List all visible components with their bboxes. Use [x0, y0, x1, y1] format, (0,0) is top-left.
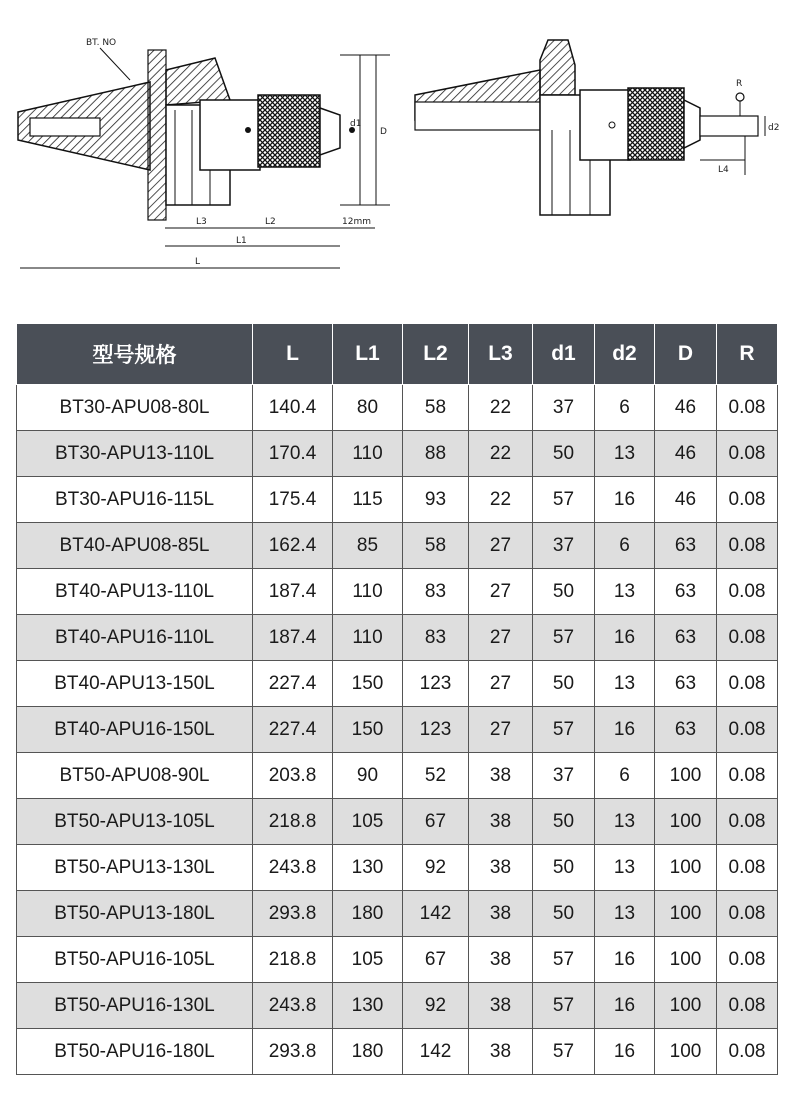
table-cell: 123 — [403, 707, 469, 753]
table-cell: 16 — [595, 1029, 655, 1075]
table-cell: 142 — [403, 1029, 469, 1075]
table-cell: BT40-APU13-150L — [17, 661, 253, 707]
table-cell: 170.4 — [253, 431, 333, 477]
table-cell: 110 — [333, 569, 403, 615]
table-cell: 100 — [655, 753, 717, 799]
table-cell: 100 — [655, 1029, 717, 1075]
table-cell: 6 — [595, 523, 655, 569]
right-flange — [540, 40, 575, 95]
table-cell: BT30-APU16-115L — [17, 477, 253, 523]
table-cell: BT50-APU13-180L — [17, 891, 253, 937]
table-cell: 57 — [533, 615, 595, 661]
table-cell: 46 — [655, 385, 717, 431]
table-cell: BT50-APU13-130L — [17, 845, 253, 891]
table-cell: 37 — [533, 753, 595, 799]
table-cell: 16 — [595, 937, 655, 983]
table-cell: BT40-APU16-110L — [17, 615, 253, 661]
technical-drawing — [0, 0, 790, 300]
table-cell: 16 — [595, 983, 655, 1029]
table-row — [17, 937, 778, 983]
table-cell: 218.8 — [253, 799, 333, 845]
table-cell: 243.8 — [253, 983, 333, 1029]
table-cell: 83 — [403, 615, 469, 661]
table-cell: 0.08 — [717, 661, 778, 707]
table-cell: 0.08 — [717, 891, 778, 937]
table-cell: 150 — [333, 661, 403, 707]
right-drill-bit — [700, 116, 758, 136]
table-cell: 0.08 — [717, 983, 778, 1029]
left-knurled-sleeve — [258, 95, 320, 167]
table-cell: 57 — [533, 983, 595, 1029]
header-l: L — [253, 324, 333, 385]
table-row — [17, 431, 778, 477]
left-spindle-wall — [148, 50, 166, 220]
table-cell: 46 — [655, 431, 717, 477]
table-cell: 16 — [595, 615, 655, 661]
table-cell: 92 — [403, 983, 469, 1029]
table-cell: 50 — [533, 661, 595, 707]
table-cell: 50 — [533, 431, 595, 477]
table-cell: 22 — [469, 431, 533, 477]
table-cell: 0.08 — [717, 753, 778, 799]
table-cell: 13 — [595, 431, 655, 477]
table-cell: BT50-APU16-180L — [17, 1029, 253, 1075]
table-cell: 52 — [403, 753, 469, 799]
table-cell: 150 — [333, 707, 403, 753]
left-flange — [166, 58, 230, 105]
table-cell: 0.08 — [717, 937, 778, 983]
label-l: L — [195, 257, 201, 267]
table-cell: 27 — [469, 615, 533, 661]
table-cell: 293.8 — [253, 891, 333, 937]
table-cell: 50 — [533, 845, 595, 891]
table-cell: BT40-APU16-150L — [17, 707, 253, 753]
table-cell: 80 — [333, 385, 403, 431]
right-knurled-sleeve — [628, 88, 684, 160]
table-cell: 38 — [469, 1029, 533, 1075]
left-holder-drawing — [18, 38, 390, 268]
right-chuck-body — [580, 90, 630, 160]
header-r: R — [717, 324, 778, 385]
spec-table — [16, 323, 778, 1075]
table-cell: 38 — [469, 799, 533, 845]
table-cell: 92 — [403, 845, 469, 891]
table-cell: 63 — [655, 661, 717, 707]
table-cell: 218.8 — [253, 937, 333, 983]
table-cell: 85 — [333, 523, 403, 569]
table-cell: 63 — [655, 615, 717, 661]
table-cell: 57 — [533, 477, 595, 523]
table-cell: 100 — [655, 799, 717, 845]
table-cell: 0.08 — [717, 845, 778, 891]
table-cell: 115 — [333, 477, 403, 523]
table-row — [17, 477, 778, 523]
table-cell: 63 — [655, 707, 717, 753]
table-cell: 50 — [533, 569, 595, 615]
table-cell: 227.4 — [253, 707, 333, 753]
table-cell: 50 — [533, 891, 595, 937]
table-cell: 0.08 — [717, 615, 778, 661]
right-holder-drawing — [415, 40, 779, 215]
table-cell: 46 — [655, 477, 717, 523]
table-cell: 105 — [333, 799, 403, 845]
table-cell: 293.8 — [253, 1029, 333, 1075]
left-chuck-nose — [320, 108, 340, 155]
table-cell: BT30-APU08-80L — [17, 385, 253, 431]
table-row — [17, 1029, 778, 1075]
table-cell: BT50-APU08-90L — [17, 753, 253, 799]
table-cell: 88 — [403, 431, 469, 477]
table-row — [17, 891, 778, 937]
label-12mm: 12mm — [342, 217, 371, 227]
table-cell: 63 — [655, 569, 717, 615]
table-cell: 67 — [403, 937, 469, 983]
table-cell: 13 — [595, 569, 655, 615]
table-row — [17, 707, 778, 753]
table-cell: 180 — [333, 891, 403, 937]
table-cell: 13 — [595, 661, 655, 707]
table-cell: 0.08 — [717, 799, 778, 845]
table-cell: BT50-APU16-105L — [17, 937, 253, 983]
table-cell: 123 — [403, 661, 469, 707]
table-cell: 187.4 — [253, 569, 333, 615]
table-row — [17, 523, 778, 569]
table-cell: BT50-APU13-105L — [17, 799, 253, 845]
table-cell: 105 — [333, 937, 403, 983]
table-cell: 100 — [655, 845, 717, 891]
table-row — [17, 799, 778, 845]
label-d1: d1 — [350, 119, 362, 129]
table-cell: 57 — [533, 1029, 595, 1075]
header-l3: L3 — [469, 324, 533, 385]
left-chuck-body — [200, 100, 260, 170]
table-row — [17, 983, 778, 1029]
table-cell: 37 — [533, 385, 595, 431]
right-chuck-nose — [684, 100, 700, 148]
table-cell: 37 — [533, 523, 595, 569]
table-cell: BT50-APU16-130L — [17, 983, 253, 1029]
label-bt-no: BT. NO — [86, 38, 117, 48]
table-cell: BT30-APU13-110L — [17, 431, 253, 477]
table-row — [17, 615, 778, 661]
table-cell: 16 — [595, 707, 655, 753]
table-cell: 187.4 — [253, 615, 333, 661]
header-l2: L2 — [403, 324, 469, 385]
table-cell: 27 — [469, 707, 533, 753]
table-cell: 38 — [469, 845, 533, 891]
header-l1: L1 — [333, 324, 403, 385]
table-cell: 100 — [655, 937, 717, 983]
table-row — [17, 569, 778, 615]
table-cell: 16 — [595, 477, 655, 523]
table-row — [17, 661, 778, 707]
label-l3: L3 — [196, 217, 207, 227]
table-cell: 0.08 — [717, 707, 778, 753]
table-row — [17, 753, 778, 799]
table-cell: 130 — [333, 983, 403, 1029]
table-cell: BT40-APU13-110L — [17, 569, 253, 615]
table-cell: 0.08 — [717, 385, 778, 431]
table-cell: 90 — [333, 753, 403, 799]
header-big-d: D — [655, 324, 717, 385]
table-cell: 50 — [533, 799, 595, 845]
table-cell: 27 — [469, 523, 533, 569]
table-cell: 0.08 — [717, 523, 778, 569]
table-cell: 22 — [469, 385, 533, 431]
table-cell: 0.08 — [717, 431, 778, 477]
header-model: 型号规格 — [17, 324, 253, 385]
label-d: D — [380, 127, 387, 137]
table-cell: 0.08 — [717, 569, 778, 615]
table-cell: 57 — [533, 937, 595, 983]
table-row — [17, 385, 778, 431]
table-cell: 203.8 — [253, 753, 333, 799]
table-cell: 180 — [333, 1029, 403, 1075]
table-cell: 13 — [595, 891, 655, 937]
table-cell: BT40-APU08-85L — [17, 523, 253, 569]
table-cell: 110 — [333, 615, 403, 661]
table-cell: 175.4 — [253, 477, 333, 523]
table-cell: 162.4 — [253, 523, 333, 569]
table-cell: 38 — [469, 891, 533, 937]
table-cell: 6 — [595, 753, 655, 799]
table-cell: 22 — [469, 477, 533, 523]
table-cell: 142 — [403, 891, 469, 937]
table-cell: 38 — [469, 983, 533, 1029]
table-cell: 63 — [655, 523, 717, 569]
table-cell: 130 — [333, 845, 403, 891]
table-cell: 0.08 — [717, 1029, 778, 1075]
label-r: R — [736, 79, 743, 89]
table-cell: 243.8 — [253, 845, 333, 891]
header-d2: d2 — [595, 324, 655, 385]
label-l4: L4 — [718, 165, 729, 175]
table-cell: 13 — [595, 845, 655, 891]
table-cell: 67 — [403, 799, 469, 845]
table-cell: 110 — [333, 431, 403, 477]
table-cell: 57 — [533, 707, 595, 753]
table-body — [17, 385, 778, 1075]
label-l1: L1 — [236, 236, 247, 246]
table-cell: 6 — [595, 385, 655, 431]
table-row — [17, 845, 778, 891]
table-cell: 140.4 — [253, 385, 333, 431]
table-cell: 38 — [469, 937, 533, 983]
table-cell: 27 — [469, 569, 533, 615]
table-cell: 83 — [403, 569, 469, 615]
table-cell: 227.4 — [253, 661, 333, 707]
table-cell: 93 — [403, 477, 469, 523]
table-cell: 100 — [655, 891, 717, 937]
table-cell: 0.08 — [717, 477, 778, 523]
table-cell: 58 — [403, 385, 469, 431]
label-l2: L2 — [265, 217, 276, 227]
table-cell: 13 — [595, 799, 655, 845]
table-cell: 38 — [469, 753, 533, 799]
label-d2: d2 — [768, 123, 780, 133]
table-cell: 27 — [469, 661, 533, 707]
table-header-row — [17, 324, 778, 385]
header-d1: d1 — [533, 324, 595, 385]
table-cell: 100 — [655, 983, 717, 1029]
table-cell: 58 — [403, 523, 469, 569]
